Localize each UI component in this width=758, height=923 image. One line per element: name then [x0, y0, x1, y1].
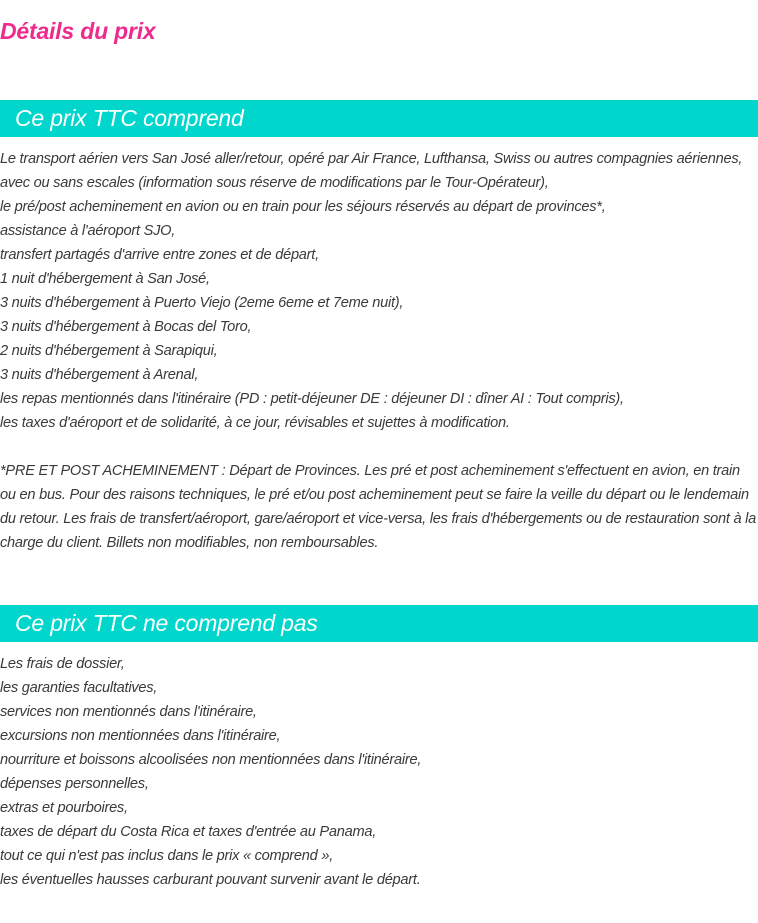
- list-item: les garanties facultatives,: [0, 680, 158, 696]
- list-item: dépenses personnelles,: [0, 776, 149, 792]
- list-item: nourriture et boissons alcoolisées non mentionnées dans l'itinéraire,: [0, 752, 422, 768]
- list-item: 2 nuits d'hébergement à Sarapiqui,: [0, 343, 218, 359]
- list-item: 3 nuits d'hébergement à Puerto Viejo (2eme 6eme et 7eme nuit),: [0, 295, 404, 311]
- list-item: les éventuelles hausses carburant pouvant survenir avant le départ.: [0, 872, 421, 888]
- list-item: tout ce qui n'est pas inclus dans le prix « comprend »,: [0, 848, 333, 864]
- list-item: 3 nuits d'hébergement à Bocas del Toro,: [0, 319, 252, 335]
- list-item: 3 nuits d'hébergement à Arenal,: [0, 367, 199, 383]
- list-item: assistance à l'aéroport SJO,: [0, 223, 176, 239]
- page-title: Détails du prix: [0, 18, 156, 44]
- list-item: les taxes d'aéroport et de solidarité, à ce jour, révisables et sujettes à modification.: [0, 415, 510, 431]
- list-item: excursions non mentionnées dans l'itinéraire,: [0, 728, 281, 744]
- list-item: taxes de départ du Costa Rica et taxes d'entrée au Panama,: [0, 824, 377, 840]
- list-item: services non mentionnés dans l'itinéraire,: [0, 704, 257, 720]
- list-item: les repas mentionnés dans l'itinéraire (PD : petit-déjeuner DE : déjeuner DI : dîner AI : Tout compris),: [0, 391, 624, 407]
- included-list: [0, 147, 758, 555]
- list-item: 1 nuit d'hébergement à San José,: [0, 271, 210, 287]
- list-item: avec ou sans escales (information sous réserve de modifications par le Tour-Opérateur),: [0, 175, 549, 191]
- section-heading-excluded: Ce prix TTC ne comprend pas: [0, 605, 758, 642]
- list-item: transfert partagés d'arrive entre zones et de départ,: [0, 247, 319, 263]
- pre-post-transport-note: *PRE ET POST ACHEMINEMENT : Départ de Provinces. Les pré et post acheminement s'effectuent en avion, en train ou en bus. Pour des raisons techniques, le pré et/ou post acheminement peut se faire la veille du départ ou le lendemain du retour. Les frais de transfert/aéroport, gare/aéroport et vice-versa, les frais d'hébergements ou de restauration sont à la charge du client. Billets non modifiables, non remboursables.: [0, 463, 756, 551]
- list-item: Le transport aérien vers San José aller/retour, opéré par Air France, Lufthansa, Swiss ou autres compagnies aériennes,: [0, 151, 743, 167]
- list-item: le pré/post acheminement en avion ou en train pour les séjours réservés au départ de provinces*,: [0, 199, 606, 215]
- list-item: Les frais de dossier,: [0, 656, 125, 672]
- excluded-list: [0, 652, 758, 892]
- section-heading-included: Ce prix TTC comprend: [0, 100, 758, 137]
- list-item: extras et pourboires,: [0, 800, 128, 816]
